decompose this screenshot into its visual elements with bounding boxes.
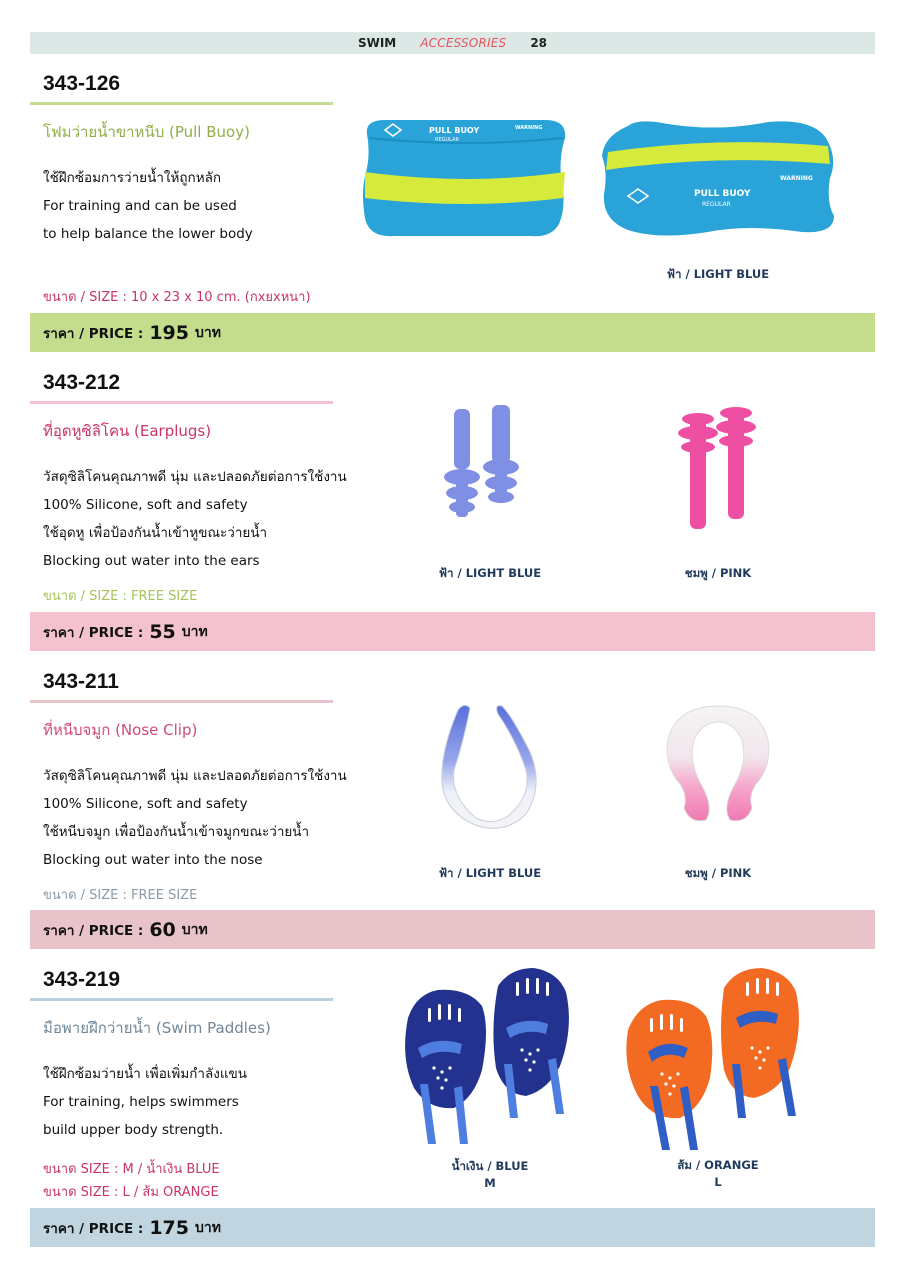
desc-line: วัสดุซิลิโคนคุณภาพดี นุ่ม และปลอดภัยต่อการใช้งาน xyxy=(43,768,347,784)
product-nose-clip xyxy=(0,670,905,952)
price-label: ราคา / PRICE : xyxy=(43,624,144,641)
page-number: 28 xyxy=(530,36,548,50)
svg-text:REGULAR: REGULAR xyxy=(435,137,459,143)
paddles-blue-image xyxy=(398,968,590,1150)
color-caption: ฟ้า / LIGHT BLUE xyxy=(438,866,542,880)
price-bar xyxy=(30,910,875,949)
desc-line: Blocking out water into the ears xyxy=(43,553,260,569)
price-value: 175 xyxy=(149,1216,189,1239)
header-category: ACCESSORIES xyxy=(420,36,507,50)
svg-text:REGULAR: REGULAR xyxy=(702,201,731,208)
earplugs-pink-image xyxy=(668,405,768,533)
color-caption: ชมพู / PINK xyxy=(684,866,752,880)
color-name: ส้ม / ORANGE xyxy=(677,1158,759,1172)
price-value: 195 xyxy=(149,321,189,344)
product-code: 343-219 xyxy=(43,968,121,991)
price-currency: บาท xyxy=(181,921,208,938)
product-size: ขนาด / SIZE : FREE SIZE xyxy=(43,589,198,604)
pull-buoy-image-front xyxy=(355,114,575,244)
color-caption: ชมพู / PINK xyxy=(684,566,752,580)
product-earplugs xyxy=(0,371,905,653)
product-swim-paddles xyxy=(0,968,905,1250)
desc-line: 100% Silicone, soft and safety xyxy=(43,796,248,812)
desc-line: Blocking out water into the nose xyxy=(43,852,263,868)
color-caption: ฟ้า / LIGHT BLUE xyxy=(438,566,542,580)
product-pull-buoy xyxy=(0,72,905,354)
product-code: 343-211 xyxy=(43,670,119,693)
desc-line: ใช้ฝึกซ้อมการว่ายน้ำให้ถูกหลัก xyxy=(43,170,222,186)
price-label: ราคา / PRICE : xyxy=(43,325,144,342)
desc-line: ใช้หนีบจมูก เพื่อป้องกันน้ำเข้าจมูกขณะว่ายน้ำ xyxy=(43,824,310,840)
product-code: 343-212 xyxy=(43,371,121,394)
section-rule xyxy=(30,401,333,404)
product-description xyxy=(43,164,253,248)
product-title: ที่หนีบจมูก (Nose Clip) xyxy=(43,721,198,739)
color-size: M xyxy=(484,1176,496,1190)
color-name: น้ำเงิน / BLUE xyxy=(451,1159,529,1173)
color-caption xyxy=(618,1157,818,1191)
desc-line: For training, helps swimmers xyxy=(43,1094,239,1110)
size-line: ขนาด SIZE : M / น้ำเงิน BLUE xyxy=(43,1162,220,1177)
product-title: มือพายฝึกว่ายน้ำ (Swim Paddles) xyxy=(43,1019,271,1037)
desc-line: build upper body strength. xyxy=(43,1122,224,1138)
desc-line: For training and can be used xyxy=(43,198,237,214)
desc-line: วัสดุซิลิโคนคุณภาพดี นุ่ม และปลอดภัยต่อการใช้งาน xyxy=(43,469,347,485)
price-bar xyxy=(30,313,875,352)
product-description xyxy=(43,463,347,575)
product-title: โฟมว่ายน้ำขาหนีบ (Pull Buoy) xyxy=(43,123,250,141)
header-swim: SWIM xyxy=(357,36,397,50)
section-rule xyxy=(30,700,333,703)
price-bar xyxy=(30,1208,875,1247)
product-code: 343-126 xyxy=(43,72,121,95)
size-line: ขนาด SIZE : L / ส้ม ORANGE xyxy=(43,1185,219,1200)
earplugs-blue-image xyxy=(438,403,538,531)
page-header xyxy=(30,32,875,54)
paddles-orange-image xyxy=(622,968,822,1150)
color-caption: ฟ้า / LIGHT BLUE xyxy=(666,267,770,281)
product-title: ที่อุดหูซิลิโคน (Earplugs) xyxy=(43,422,212,440)
desc-line: ใช้อุดหู เพื่อป้องกันน้ำเข้าหูขณะว่ายน้ำ xyxy=(43,525,268,541)
svg-text:WARNING: WARNING xyxy=(780,175,813,182)
nose-clip-blue-image xyxy=(436,700,546,832)
price-value: 60 xyxy=(149,918,176,941)
price-value: 55 xyxy=(149,620,176,643)
desc-line: to help balance the lower body xyxy=(43,226,253,242)
price-label: ราคา / PRICE : xyxy=(43,1220,144,1237)
price-currency: บาท xyxy=(195,1219,221,1236)
color-caption xyxy=(390,1158,590,1192)
product-description xyxy=(43,1060,247,1144)
price-bar xyxy=(30,612,875,651)
price-currency: บาท xyxy=(181,623,208,640)
product-size: ขนาด / SIZE : 10 x 23 x 10 cm. (กxยxหนา) xyxy=(43,290,311,305)
price-label: ราคา / PRICE : xyxy=(43,922,144,939)
desc-line: ใช้ฝึกซ้อมว่ายน้ำ เพื่อเพิ่มกำลังแขน xyxy=(43,1066,247,1082)
product-size xyxy=(43,1158,220,1204)
product-description xyxy=(43,762,347,874)
price-currency: บาท xyxy=(195,324,221,341)
section-rule xyxy=(30,998,333,1001)
nose-clip-pink-image xyxy=(664,700,774,832)
section-rule xyxy=(30,102,333,105)
color-size: L xyxy=(714,1175,722,1189)
svg-text:PULL BUOY: PULL BUOY xyxy=(694,189,751,199)
svg-text:WARNING: WARNING xyxy=(515,125,543,131)
desc-line: 100% Silicone, soft and safety xyxy=(43,497,248,513)
product-size: ขนาด / SIZE : FREE SIZE xyxy=(43,888,198,903)
svg-text:PULL BUOY: PULL BUOY xyxy=(429,126,480,135)
pull-buoy-image-back xyxy=(598,116,838,236)
